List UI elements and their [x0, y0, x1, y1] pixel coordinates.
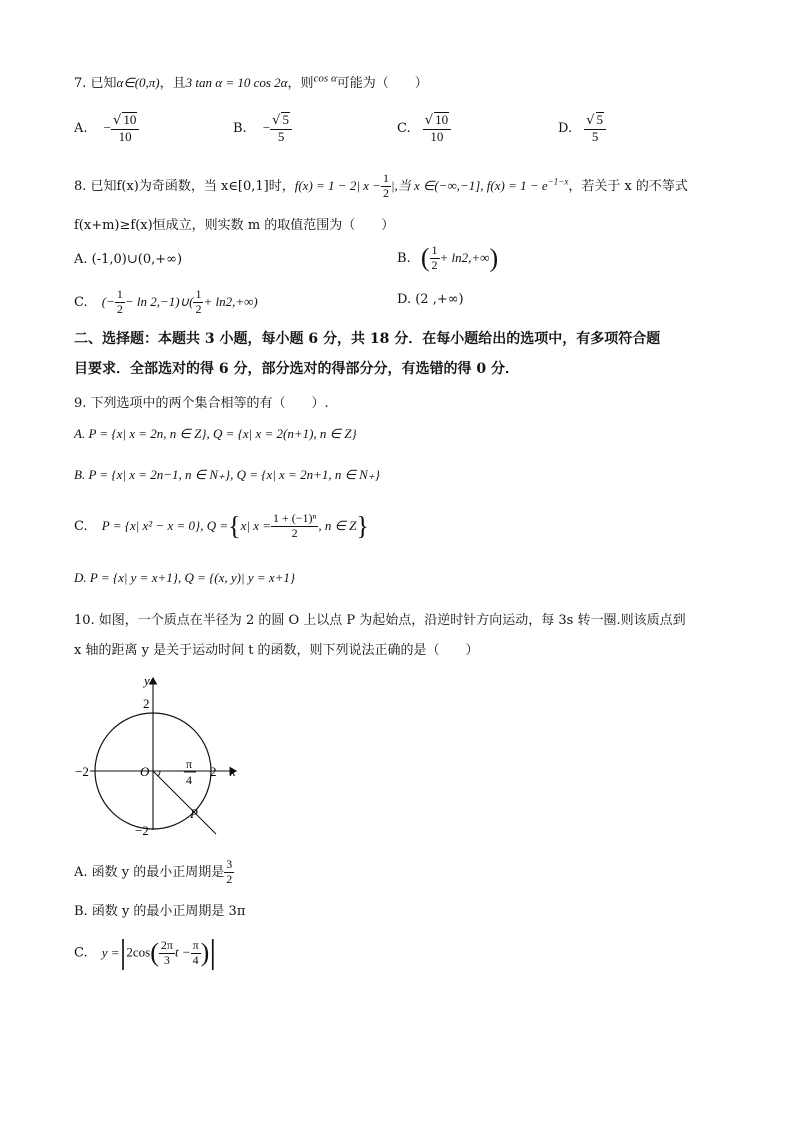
q7-option-d: D. $\frac{√ 5}{5}$: [558, 112, 606, 145]
angle-numerator: π: [186, 757, 193, 771]
q9-option-d: D. P = {x| y = x+1}, Q = {(x, y)| y = x+1}: [74, 570, 296, 585]
q7-option-b: B. − $\frac{√ 5}{5}$: [233, 112, 292, 145]
point-p-label: P: [190, 806, 198, 821]
q8-stem-line2: f(x+m)≥f(x)恒成立，则实数 m 的取值范围为（ ）: [74, 218, 395, 233]
q8-option-c: C. (− $\frac{1}{2}$ − ln 2,−1)∪( $\frac{1}{2}$ + ln2,+∞): [74, 287, 258, 316]
tick-right: 2: [210, 764, 217, 779]
tick-left: −2: [75, 764, 89, 779]
q8-stem-line1: 8. 已知f(x)为奇函数，当 x∈[0,1]时，f(x) = 1 − 2| x − $\frac{1}{2}$ |,当 x ∈(−∞,−1], $f(x) = 1 - e^{-1-x}$，若关于 x 的不等式: [74, 171, 688, 200]
unit-circle-figure: [70, 670, 250, 840]
q7-stem: 7. 已知α∈(0,π)，且3 tan α = 10 cos 2α，则$^{cos \alpha}$可能为（ ）: [74, 72, 428, 91]
ray-op: [153, 771, 216, 834]
q9-option-c: C. P = {x| x² − x = 0}, Q ={x| x = $\frac{\text{1 + (−1)ⁿ}}{2}$ , n ∈ Z}: [74, 511, 369, 541]
q10-option-a: A. 函数 y 的最小正周期是 $\frac{3}{2}$: [74, 857, 233, 886]
y-axis-label: y: [144, 673, 150, 688]
angle-sign: −: [176, 764, 183, 778]
q9-option-b: B. P = {x| x = 2n−1, n ∈ N₊}, Q = {x| x = 2n+1, n ∈ N₊}: [74, 467, 380, 482]
angle-denominator: 4: [186, 773, 192, 787]
q9-option-a: A. P = {x| x = 2n, n ∈ Z}, Q = {x| x = 2(n+1), n ∈ Z}: [74, 426, 357, 441]
x-axis-label: x: [230, 764, 236, 779]
q8-option-d: D. (2 ,+∞): [397, 292, 464, 307]
tick-bottom: −2: [135, 823, 149, 838]
section-heading-line2: 目要求．全部选对的得 6 分，部分选对的得部分分，有选错的得 0 分．: [74, 361, 519, 377]
section-heading-line1: 二、选择题：本题共 3 小题，每小题 6 分，共 18 分．在每小题给出的选项中，有多项符合题: [74, 331, 661, 347]
q10-stem-line2: x 轴的距离 y 是关于运动时间 t 的函数，则下列说法正确的是（ ）: [74, 643, 479, 658]
q9-stem: 9. 下列选项中的两个集合相等的有（ ）.: [74, 396, 329, 411]
q7-option-a: A. − $\frac{√ 10}{10}$: [74, 112, 139, 145]
origin-label: O: [140, 764, 150, 779]
q10-stem-line1: 10. 如图，一个质点在半径为 2 的圆 O 上以点 P 为起始点，沿逆时针方向运动，每 3s 转一圈.则该质点到: [74, 613, 686, 628]
q10-option-b: B. 函数 y 的最小正周期是 3π: [74, 904, 246, 919]
tick-top: 2: [143, 696, 150, 711]
q8-option-a: A. (-1,0)∪(0,+∞): [74, 252, 183, 267]
q8-option-b: B. ( $\frac{1}{2}$ + ln2,+∞): [397, 243, 499, 273]
q7-option-c: C. $\frac{√ 10}{10}$: [397, 112, 451, 145]
q10-option-c: C. y =|2cos( $\frac{2\pi}{3}$ t − $\frac{\pi}{4}$ )|: [74, 934, 217, 971]
